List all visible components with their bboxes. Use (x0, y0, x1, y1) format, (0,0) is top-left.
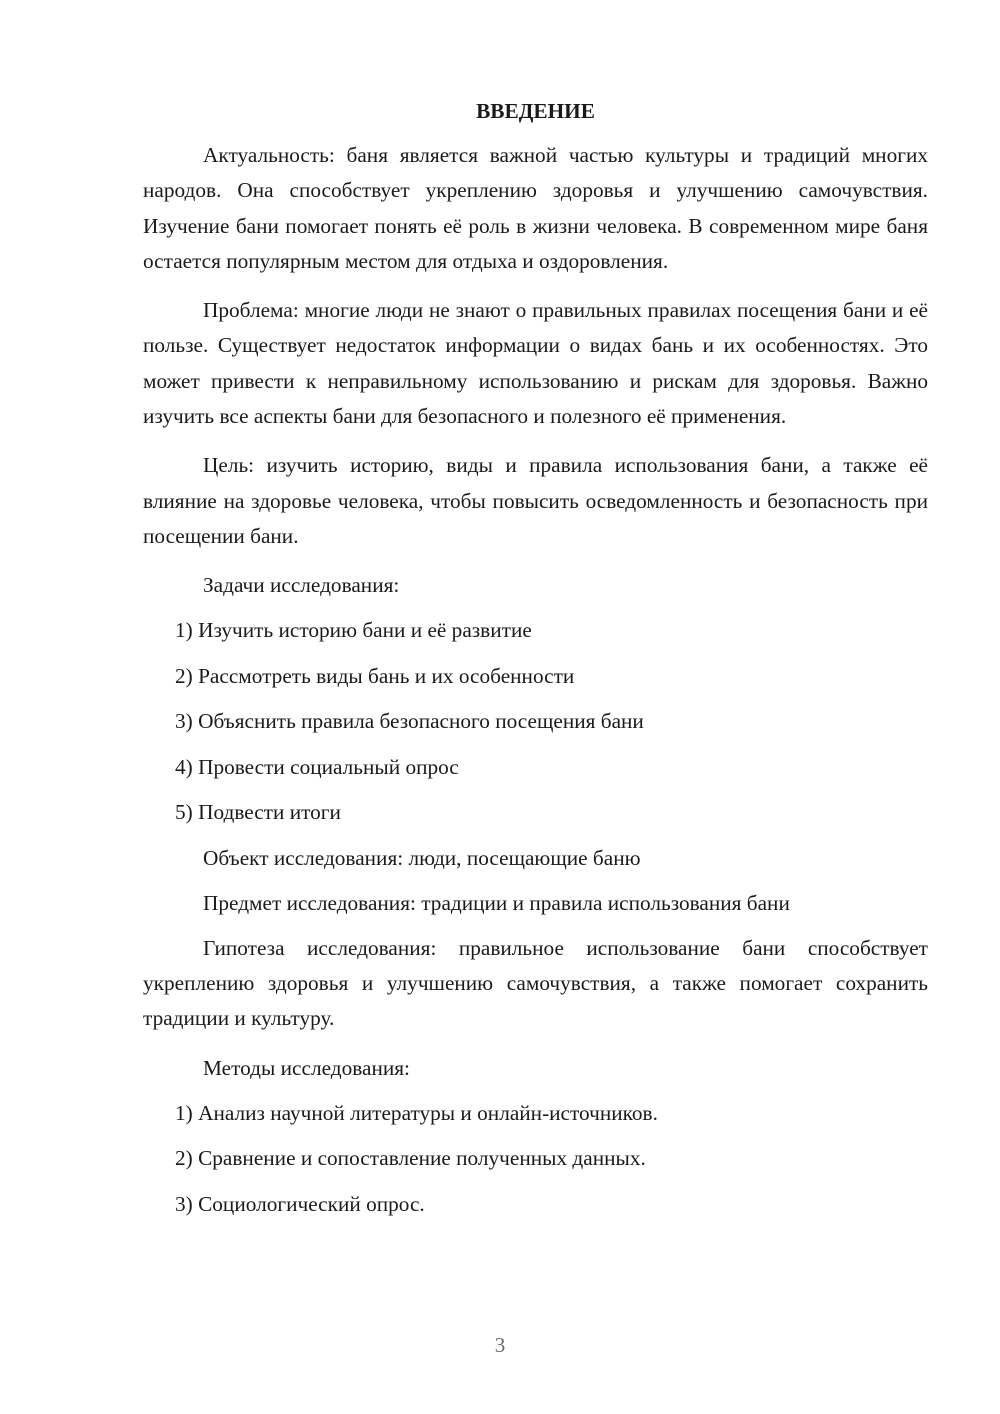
relevance-paragraph: Актуальность: баня является важной частью культуры и традиций многих народов. Она способствует укреплению здоровья и улучшению самочувствия. Изучение бани помогает понять её роль в жизни человека. В современном мире баня остается популярным местом для отдыха и оздоровления. (143, 143, 928, 273)
methods-label: Методы исследования: (203, 1055, 410, 1080)
object-line: Объект исследования: люди, посещающие баню (203, 845, 641, 870)
goal-paragraph: Цель: изучить историю, виды и правила использования бани, а также её влияние на здоровье человека, чтобы повысить осведомленность и безопасность при посещении бани. (143, 453, 928, 548)
page-number: 3 (494, 1333, 506, 1357)
list-item: 3) Объяснить правила безопасного посещения бани (175, 709, 644, 734)
list-item: 2) Рассмотреть виды бань и их особенности (175, 663, 575, 688)
hypothesis-paragraph: Гипотеза исследования: правильное использование бани способствует укреплению здоровья и улучшению самочувствия, а также помогает сохранить традиции и культуру. (143, 935, 928, 1031)
document-page (143, 96, 928, 1232)
tasks-label: Задачи исследования: (203, 573, 400, 598)
subject-line: Предмет исследования: традиции и правила использования бани (203, 890, 790, 915)
list-item: 5) Подвести итоги (175, 800, 341, 825)
problem-paragraph: Проблема: многие люди не знают о правильных правилах посещения бани и её пользе. Существует недостаток информации о видах бань и их особенностях. Это может привести к неправильному использованию и рискам для здоровья. Важно изучить все аспекты бани для безопасного и полезного её применения. (143, 298, 928, 429)
list-item: 2) Сравнение и сопоставление полученных данных. (175, 1146, 646, 1171)
tasks-list (143, 613, 928, 829)
section-title: ВВЕДЕНИЕ (476, 99, 595, 123)
methods-list (143, 1096, 928, 1221)
list-item: 3) Социологический опрос. (175, 1191, 425, 1216)
list-item: 1) Анализ научной литературы и онлайн-источников. (175, 1100, 658, 1125)
list-item: 1) Изучить историю бани и её развитие (175, 618, 532, 643)
list-item: 4) Провести социальный опрос (175, 754, 459, 779)
